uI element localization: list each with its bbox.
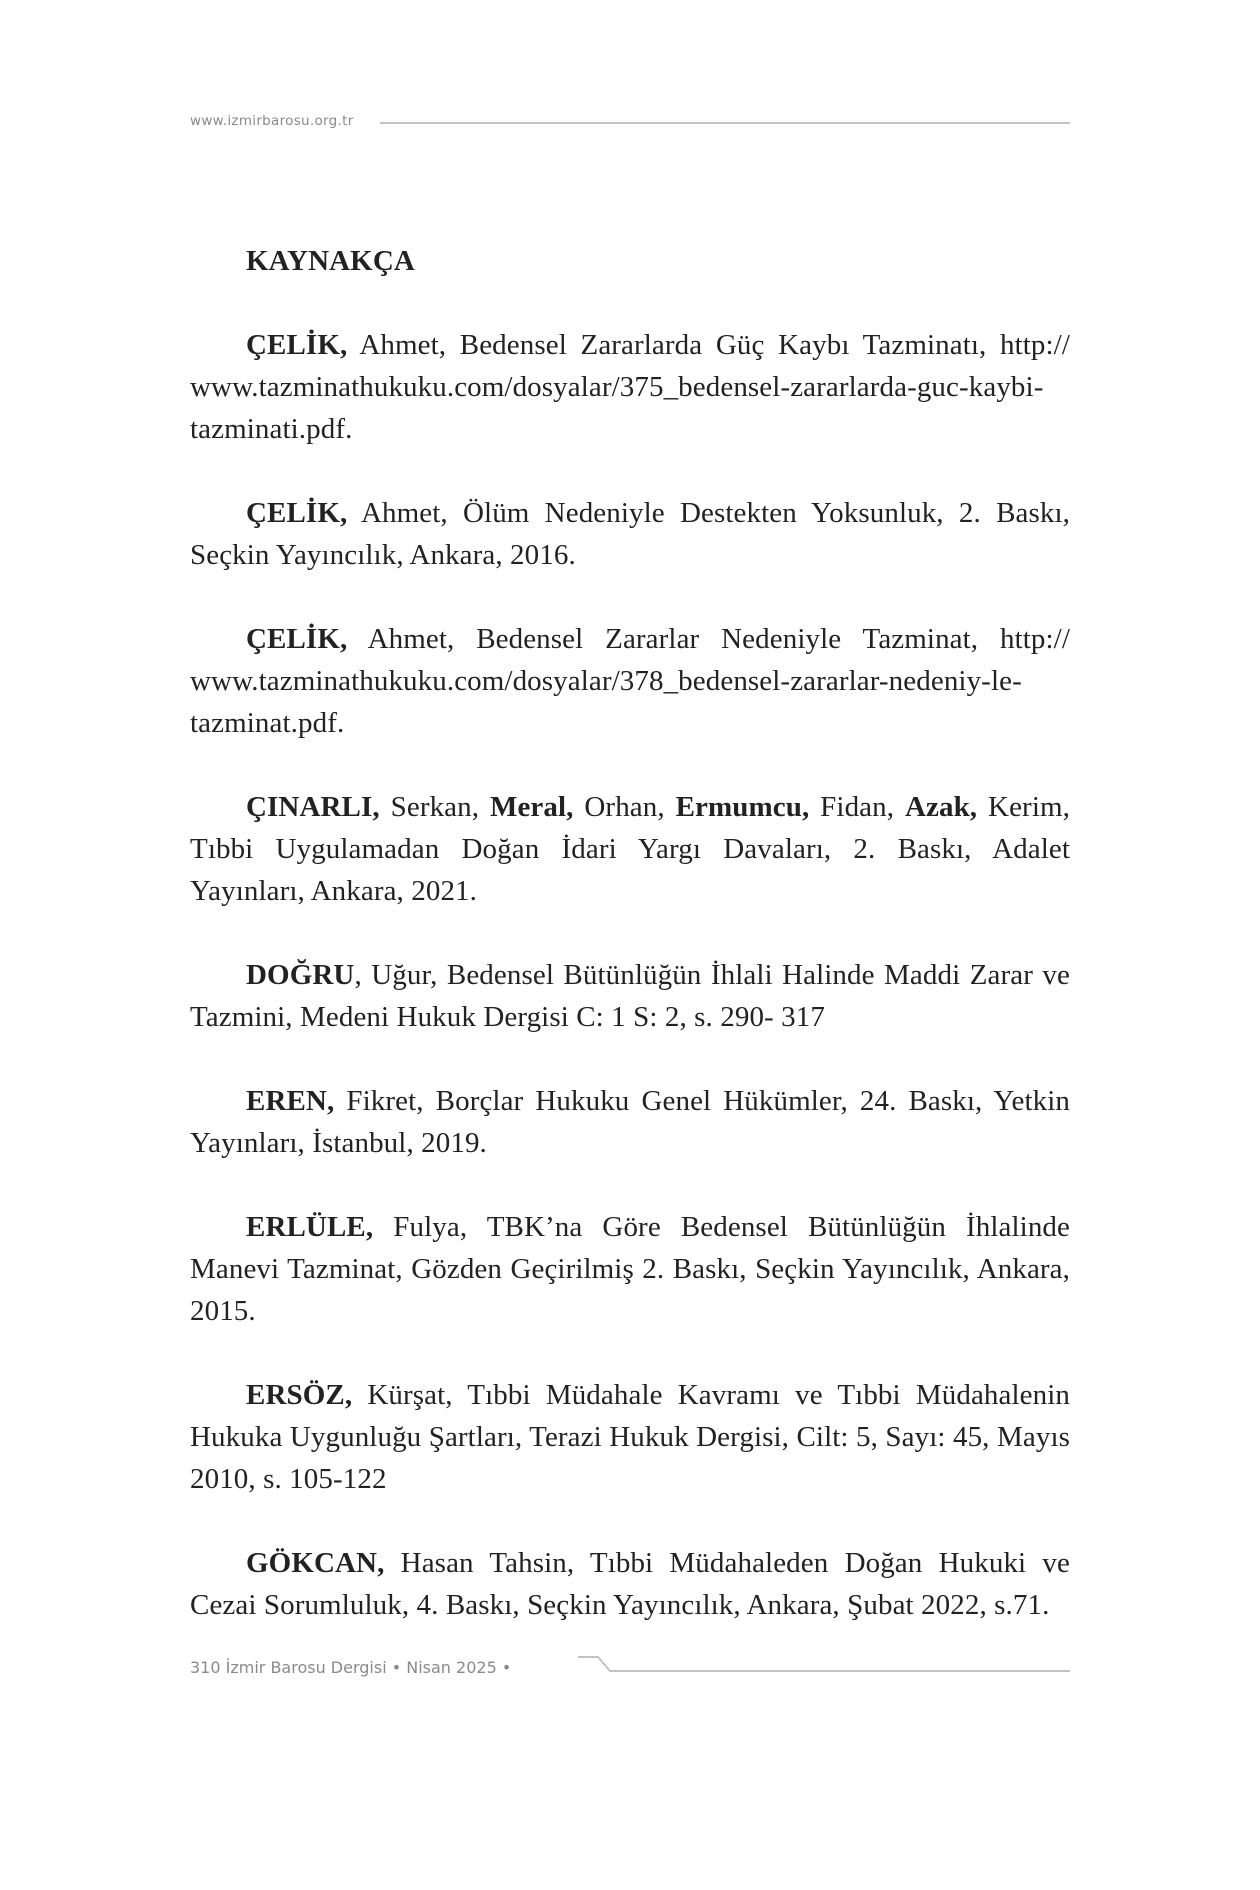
- author-name: Azak,: [904, 791, 978, 823]
- footer-rule: [578, 1655, 1070, 1677]
- entry-text: Orhan,: [573, 791, 676, 823]
- author-name: EREN,: [246, 1085, 335, 1117]
- bibliography-entry: [190, 786, 1070, 912]
- author-name: DOĞRU: [246, 959, 355, 991]
- entry-text: Serkan,: [379, 791, 490, 823]
- author-name: ERLÜLE,: [246, 1211, 374, 1243]
- page-header: [190, 108, 1070, 138]
- footer-text: 310 İzmir Barosu Dergisi • Nisan 2025 •: [190, 1658, 512, 1677]
- author-name: GÖKCAN,: [246, 1547, 385, 1579]
- bibliography-list: [190, 324, 1070, 1626]
- entry-text: Fulya, TBK’na Göre Bedensel Bütünlüğün İhlalinde Manevi Tazminat, Gözden Geçirilmiş 2. Baskı, Seçkin Yayıncılık, Ankara, 2015.: [190, 1211, 1070, 1327]
- bibliography-entry: [190, 1080, 1070, 1164]
- bibliography-entry: [190, 618, 1070, 744]
- entry-text: Fikret, Borçlar Hukuku Genel Hükümler, 24. Baskı, Yetkin Yayınları, İstanbul, 2019.: [190, 1085, 1070, 1159]
- bibliography-entry: [190, 1206, 1070, 1332]
- author-name: Meral,: [489, 791, 574, 823]
- author-name: ÇELİK,: [246, 329, 348, 361]
- author-name: ÇINARLI,: [246, 791, 380, 823]
- author-name: ÇELİK,: [246, 497, 348, 529]
- bibliography-entry: [190, 492, 1070, 576]
- bibliography-entry: [190, 1542, 1070, 1626]
- entry-text: Ahmet, Ölüm Nedeniyle Destekten Yoksunluk, 2. Baskı, Seçkin Yayıncılık, Ankara, 2016.: [190, 497, 1070, 571]
- entry-text: Hasan Tahsin, Tıbbi Müdahaleden Doğan Hukuki ve Cezai Sorumluluk, 4. Baskı, Seçkin Yayıncılık, Ankara, Şubat 2022, s.71.: [190, 1547, 1070, 1621]
- entry-text: Kerim, Tıbbi Uygulamadan Doğan İdari Yargı Davaları, 2. Baskı, Adalet Yayınları, Ankara, 2021.: [190, 791, 1070, 907]
- entry-text: Fidan,: [809, 791, 905, 823]
- author-name: Ermumcu,: [675, 791, 810, 823]
- page-footer: [190, 1655, 1070, 1685]
- entry-text: , Uğur, Bedensel Bütünlüğün İhlali Halinde Maddi Zarar ve Tazmini, Medeni Hukuk Dergisi C: 1 S: 2, s. 290- 317: [190, 959, 1070, 1033]
- header-rule: [380, 122, 1070, 124]
- author-name: ERSÖZ,: [246, 1379, 353, 1411]
- author-name: ÇELİK,: [246, 623, 348, 655]
- bibliography-entry: [190, 324, 1070, 450]
- header-url: www.izmirbarosu.org.tr: [190, 113, 354, 129]
- page-content: [190, 240, 1070, 1668]
- entry-text: Kürşat, Tıbbi Müdahale Kavramı ve Tıbbi Müdahalenin Hukuka Uygunluğu Şartları, Terazi Hukuk Dergisi, Cilt: 5, Sayı: 45, Mayıs 2010, s. 105-122: [190, 1379, 1070, 1495]
- bibliography-entry: [190, 954, 1070, 1038]
- bibliography-entry: [190, 1374, 1070, 1500]
- entry-text: Ahmet, Bedensel Zararlarda Güç Kaybı Tazminatı, http:// www.tazminathukuku.com/dosyalar/375_bedensel-zararlarda-guc-kaybi-tazminati.pdf.: [190, 329, 1070, 445]
- section-heading: KAYNAKÇA: [246, 245, 415, 277]
- entry-text: Ahmet, Bedensel Zararlar Nedeniyle Tazminat, http:// www.tazminathukuku.com/dosyalar/378_bedensel-zararlar-nedeniy-le-tazminat.pdf.: [190, 623, 1070, 739]
